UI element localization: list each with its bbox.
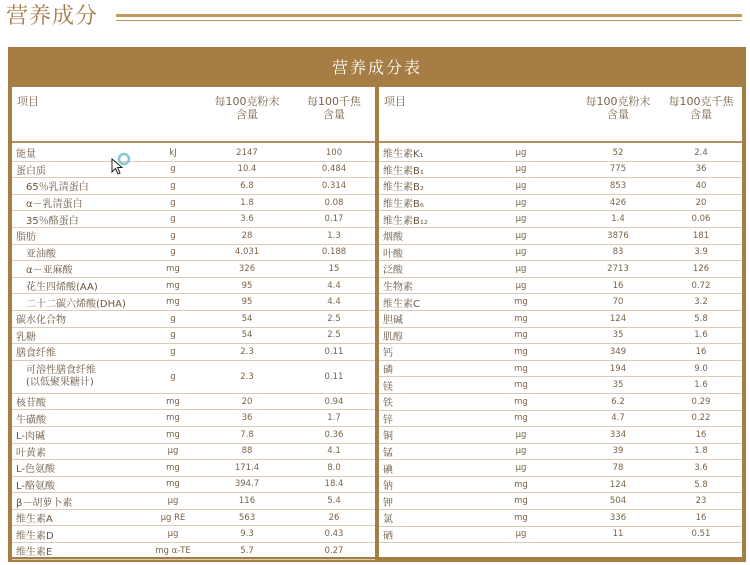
nutrient-unit: μg RE <box>160 512 186 523</box>
table-row <box>379 328 742 345</box>
nutrient-name: 碘 <box>383 464 393 476</box>
table-row <box>379 162 742 179</box>
table-row <box>379 261 742 278</box>
value-per-100g: 171.4 <box>234 462 260 473</box>
value-per-100-energy: 5.8 <box>694 313 708 324</box>
value-per-100g: 11 <box>612 529 624 540</box>
nutrient-name: 35％酪蛋白 <box>26 215 79 227</box>
value-per-100-energy: 0.06 <box>691 214 711 225</box>
value-per-100-energy: 0.484 <box>321 164 347 175</box>
table-row <box>12 410 375 427</box>
nutrient-name: 叶酸 <box>383 248 403 260</box>
header-per-100kj: 每100千焦 含量 <box>307 95 361 121</box>
nutrient-unit: g <box>170 313 176 324</box>
table-row <box>379 527 742 544</box>
nutrient-name: β－胡萝卜素 <box>16 497 73 509</box>
value-per-100-energy: 0.22 <box>691 413 711 424</box>
value-per-100-energy: 2.4 <box>694 147 708 158</box>
value-per-100g: 95 <box>241 297 253 308</box>
nutrient-unit: μg <box>515 446 527 457</box>
table-row <box>379 477 742 494</box>
value-per-100-energy: 40 <box>695 180 707 191</box>
nutrient-unit: μg <box>515 180 527 191</box>
value-per-100g: 6.8 <box>240 180 254 191</box>
value-per-100g: 349 <box>609 346 627 357</box>
value-per-100g: 2713 <box>607 263 629 274</box>
table-row <box>12 311 375 328</box>
table-row <box>379 195 742 212</box>
nutrient-unit: g <box>170 330 176 341</box>
value-per-100g: 52 <box>612 147 624 158</box>
nutrient-unit: mg <box>166 413 180 424</box>
nutrient-name: 磷 <box>383 365 393 377</box>
value-per-100g: 54 <box>241 330 253 341</box>
value-per-100-energy: 16 <box>695 346 707 357</box>
value-per-100g: 3.6 <box>240 214 254 225</box>
value-per-100-energy: 0.11 <box>324 371 344 382</box>
table-row <box>12 344 375 361</box>
table-row <box>379 145 742 162</box>
value-per-100g: 54 <box>241 313 253 324</box>
nutrient-unit: μg <box>515 263 527 274</box>
nutrient-unit: g <box>170 214 176 225</box>
nutrient-name: 碳水化合物 <box>16 315 66 327</box>
value-per-100-energy: 0.188 <box>321 247 347 258</box>
table-row <box>12 477 375 494</box>
table-row <box>379 311 742 328</box>
table-row <box>12 211 375 228</box>
table-row <box>12 178 375 195</box>
nutrient-unit: mg <box>514 297 528 308</box>
nutrient-unit: μg <box>515 230 527 241</box>
table-row <box>379 228 742 245</box>
value-per-100-energy: 3.6 <box>694 463 708 474</box>
nutrient-name: 硒 <box>383 530 393 542</box>
nutrient-unit: g <box>170 346 176 357</box>
value-per-100-energy: 16 <box>695 512 707 523</box>
table-row <box>379 178 742 195</box>
value-per-100g: 116 <box>238 496 256 507</box>
table-row <box>379 245 742 262</box>
value-per-100g: 10.4 <box>237 164 257 175</box>
nutrient-unit: mg <box>514 380 528 391</box>
nutrient-name: 肌醇 <box>383 331 403 343</box>
value-per-100g: 3876 <box>607 230 629 241</box>
value-per-100-energy: 1.7 <box>327 413 341 424</box>
nutrient-name: 维生素D <box>16 530 54 542</box>
value-per-100g: 2.3 <box>240 371 254 382</box>
header-per-100kcal: 每100克千焦 含量 <box>668 95 734 121</box>
value-per-100-energy: 1.6 <box>694 330 708 341</box>
nutrient-name: 能量 <box>16 149 36 161</box>
value-per-100g: 336 <box>609 512 627 523</box>
value-per-100-energy: 5.4 <box>327 496 341 507</box>
value-per-100g: 326 <box>238 263 256 274</box>
value-per-100g: 7.8 <box>240 429 254 440</box>
table-row <box>379 361 742 378</box>
right-column-header <box>379 87 742 143</box>
table-row <box>379 411 742 428</box>
nutrient-name: 牛磺酸 <box>16 414 46 426</box>
value-per-100-energy: 5.8 <box>694 479 708 490</box>
value-per-100-energy: 1.8 <box>694 446 708 457</box>
nutrient-name: 维生素K₁ <box>383 149 424 161</box>
nutrient-unit: g <box>170 164 176 175</box>
nutrient-unit: μg <box>167 529 179 540</box>
table-row <box>12 228 375 245</box>
value-per-100-energy: 0.11 <box>324 346 344 357</box>
value-per-100g: 35 <box>612 330 624 341</box>
page-title: 营养成分 <box>6 4 99 29</box>
table-row <box>12 261 375 278</box>
value-per-100-energy: 4.4 <box>327 280 341 291</box>
nutrient-name: 氯 <box>383 514 393 526</box>
value-per-100-energy: 0.94 <box>324 396 344 407</box>
nutrient-name: 65％乳清蛋白 <box>26 182 89 194</box>
value-per-100g: 4.7 <box>611 413 625 424</box>
value-per-100g: 16 <box>612 280 624 291</box>
nutrient-name: 生物素 <box>383 282 413 294</box>
value-per-100g: 1.8 <box>240 197 254 208</box>
nutrient-name: 脂肪 <box>16 232 36 244</box>
table-row <box>12 427 375 444</box>
nutrient-name: L-肉碱 <box>16 431 46 443</box>
value-per-100-energy: 15 <box>328 263 340 274</box>
value-per-100-energy: 0.29 <box>691 396 711 407</box>
nutrient-name: 叶黄素 <box>16 447 46 459</box>
nutrient-unit: mg <box>166 280 180 291</box>
value-per-100-energy: 0.36 <box>324 429 344 440</box>
table-row <box>379 344 742 361</box>
nutrient-name: L-色氨酸 <box>16 464 56 476</box>
nutrient-unit: mg <box>514 330 528 341</box>
nutrient-name: 锌 <box>383 414 393 426</box>
left-rows <box>12 145 375 560</box>
nutrient-name: 核苷酸 <box>16 398 46 410</box>
nutrient-name: 维生素A <box>16 514 53 526</box>
value-per-100-energy: 4.1 <box>327 446 341 457</box>
value-per-100g: 78 <box>612 463 624 474</box>
nutrient-unit: μg <box>515 429 527 440</box>
value-per-100-energy: 0.72 <box>691 280 711 291</box>
nutrient-unit: μg <box>515 147 527 158</box>
table-row <box>12 543 375 560</box>
table-row <box>12 510 375 527</box>
value-per-100-energy: 0.51 <box>691 529 711 540</box>
nutrient-name: 维生素C <box>383 298 420 310</box>
nutrient-unit: mg <box>514 512 528 523</box>
value-per-100g: 194 <box>609 363 627 374</box>
value-per-100g: 6.2 <box>611 396 625 407</box>
table-row <box>379 377 742 394</box>
nutrient-unit: μg <box>515 214 527 225</box>
nutrient-name: 泛酸 <box>383 265 403 277</box>
nutrient-unit: mg <box>514 346 528 357</box>
table-row <box>12 394 375 411</box>
table-row <box>379 278 742 295</box>
table-row <box>379 444 742 461</box>
nutrient-name: 钙 <box>383 348 393 360</box>
value-per-100g: 563 <box>238 512 256 523</box>
nutrient-unit: mg <box>166 263 180 274</box>
value-per-100-energy: 0.08 <box>324 197 344 208</box>
value-per-100g: 394.7 <box>234 479 260 490</box>
nutrient-unit: μg <box>515 247 527 258</box>
nutrient-unit: μg <box>515 164 527 175</box>
value-per-100g: 5.7 <box>240 545 254 556</box>
nutrient-name: 膳食纤维 <box>16 348 56 360</box>
value-per-100g: 9.3 <box>240 529 254 540</box>
value-per-100g: 853 <box>609 180 627 191</box>
nutrient-name: 铁 <box>383 398 393 410</box>
value-per-100g: 1.4 <box>611 214 625 225</box>
nutrient-unit: μg <box>515 463 527 474</box>
value-per-100g: 39 <box>612 446 624 457</box>
nutrient-name: 可溶性膳食纤维 (以低聚果糖计) <box>26 364 96 388</box>
table-row <box>379 427 742 444</box>
value-per-100g: 88 <box>241 446 253 457</box>
nutrient-unit: mg <box>166 429 180 440</box>
nutrient-unit: mg <box>514 313 528 324</box>
value-per-100-energy: 9.0 <box>694 363 708 374</box>
value-per-100g: 20 <box>241 396 253 407</box>
value-per-100-energy: 0.43 <box>324 529 344 540</box>
nutrient-unit: mg <box>514 396 528 407</box>
value-per-100-energy: 3.9 <box>694 247 708 258</box>
value-per-100g: 334 <box>609 429 627 440</box>
value-per-100-energy: 100 <box>325 147 343 158</box>
value-per-100-energy: 181 <box>692 230 710 241</box>
value-per-100-energy: 1.6 <box>694 380 708 391</box>
nutrient-unit: g <box>170 197 176 208</box>
table-row <box>12 145 375 162</box>
nutrient-unit: mg <box>514 496 528 507</box>
header-per-100g: 每100克粉末 含量 <box>214 95 280 121</box>
nutrient-name: 锰 <box>383 447 393 459</box>
nutrient-name: 蛋白质 <box>16 165 46 177</box>
header-item: 项目 <box>17 95 39 108</box>
table-row <box>379 394 742 411</box>
nutrient-unit: g <box>170 180 176 191</box>
nutrient-unit: mg <box>514 479 528 490</box>
value-per-100-energy: 16 <box>695 429 707 440</box>
table-row <box>379 211 742 228</box>
nutrient-name: α－乳清蛋白 <box>26 199 83 211</box>
table-row <box>379 493 742 510</box>
value-per-100g: 504 <box>609 496 627 507</box>
right-panel <box>379 87 742 557</box>
nutrient-name: 亚油酸 <box>26 248 56 260</box>
value-per-100g: 2147 <box>236 147 258 158</box>
value-per-100g: 2.3 <box>240 346 254 357</box>
nutrient-unit: mg <box>166 479 180 490</box>
table-row <box>12 460 375 477</box>
nutrient-name: 二十二碳六烯酸(DHA) <box>26 298 126 310</box>
left-column-header <box>12 87 375 143</box>
nutrient-name: 维生素B₁ <box>383 165 424 177</box>
table-row <box>12 493 375 510</box>
value-per-100g: 775 <box>609 164 627 175</box>
value-per-100-energy: 3.2 <box>694 297 708 308</box>
nutrient-unit: mg <box>166 297 180 308</box>
nutrient-unit: mg <box>514 413 528 424</box>
nutrient-unit: μg <box>167 496 179 507</box>
nutrient-name: 维生素B₁₂ <box>383 215 428 227</box>
value-per-100g: 36 <box>241 413 253 424</box>
nutrient-unit: μg <box>515 197 527 208</box>
nutrient-name: 乳糖 <box>16 331 36 343</box>
table-row <box>12 245 375 262</box>
table-row <box>12 526 375 543</box>
nutrient-name: 钾 <box>383 497 393 509</box>
value-per-100-energy: 8.0 <box>327 462 341 473</box>
value-per-100-energy: 23 <box>695 496 707 507</box>
table-row <box>12 328 375 345</box>
value-per-100-energy: 0.27 <box>324 545 344 556</box>
value-per-100g: 35 <box>612 380 624 391</box>
nutrient-unit: mg <box>514 363 528 374</box>
header-item: 项目 <box>384 95 406 108</box>
nutrient-unit: kJ <box>169 147 177 158</box>
value-per-100-energy: 20 <box>695 197 707 208</box>
value-per-100-energy: 2.5 <box>327 313 341 324</box>
table-row <box>12 444 375 461</box>
value-per-100-energy: 126 <box>692 263 710 274</box>
value-per-100g: 124 <box>609 313 627 324</box>
nutrient-unit: μg <box>515 280 527 291</box>
nutrient-name: 钠 <box>383 481 393 493</box>
table-title: 营养成分表 <box>331 58 422 77</box>
nutrient-name: 维生素B₆ <box>383 199 424 211</box>
nutrient-unit: μg <box>167 446 179 457</box>
nutrient-name: 花生四烯酸(AA) <box>26 282 98 294</box>
nutrient-name: 烟酸 <box>383 232 403 244</box>
value-per-100-energy: 36 <box>695 164 707 175</box>
right-rows <box>379 145 742 543</box>
table-row <box>12 361 375 394</box>
value-per-100-energy: 2.5 <box>327 330 341 341</box>
table-row <box>12 278 375 295</box>
value-per-100-energy: 4.4 <box>327 297 341 308</box>
value-per-100-energy: 26 <box>328 512 340 523</box>
table-row <box>379 510 742 527</box>
nutrient-unit: g <box>170 371 176 382</box>
nutrient-name: 胆碱 <box>383 315 403 327</box>
value-per-100g: 4.031 <box>234 247 260 258</box>
value-per-100g: 426 <box>609 197 627 208</box>
nutrient-unit: g <box>170 247 176 258</box>
nutrient-name: α－亚麻酸 <box>26 265 73 277</box>
value-per-100-energy: 0.314 <box>321 180 347 191</box>
table-row <box>12 195 375 212</box>
nutrient-unit: g <box>170 230 176 241</box>
value-per-100g: 83 <box>612 247 624 258</box>
nutrient-unit: μg <box>515 529 527 540</box>
nutrition-table <box>8 47 746 562</box>
nutrient-name: 铜 <box>383 431 393 443</box>
header-per-100g: 每100克粉末 含量 <box>585 95 651 121</box>
value-per-100g: 124 <box>609 479 627 490</box>
nutrient-unit: mg <box>166 462 180 473</box>
value-per-100g: 28 <box>241 230 253 241</box>
nutrient-name: 镁 <box>383 381 393 393</box>
nutrient-name: 维生素E <box>16 547 53 559</box>
title-rule <box>116 14 742 23</box>
nutrient-name: 维生素B₂ <box>383 182 424 194</box>
left-panel <box>12 87 375 557</box>
value-per-100-energy: 18.4 <box>324 479 344 490</box>
value-per-100g: 95 <box>241 280 253 291</box>
value-per-100-energy: 1.3 <box>327 230 341 241</box>
table-row <box>12 294 375 311</box>
nutrient-unit: mg <box>166 396 180 407</box>
table-row <box>379 460 742 477</box>
nutrient-name: L-酪氨酸 <box>16 480 56 492</box>
value-per-100-energy: 0.17 <box>324 214 344 225</box>
table-row <box>379 294 742 311</box>
table-row <box>12 162 375 179</box>
zoom-cursor-icon <box>110 152 134 176</box>
nutrient-unit: mg α-TE <box>155 545 191 556</box>
value-per-100g: 70 <box>612 297 624 308</box>
